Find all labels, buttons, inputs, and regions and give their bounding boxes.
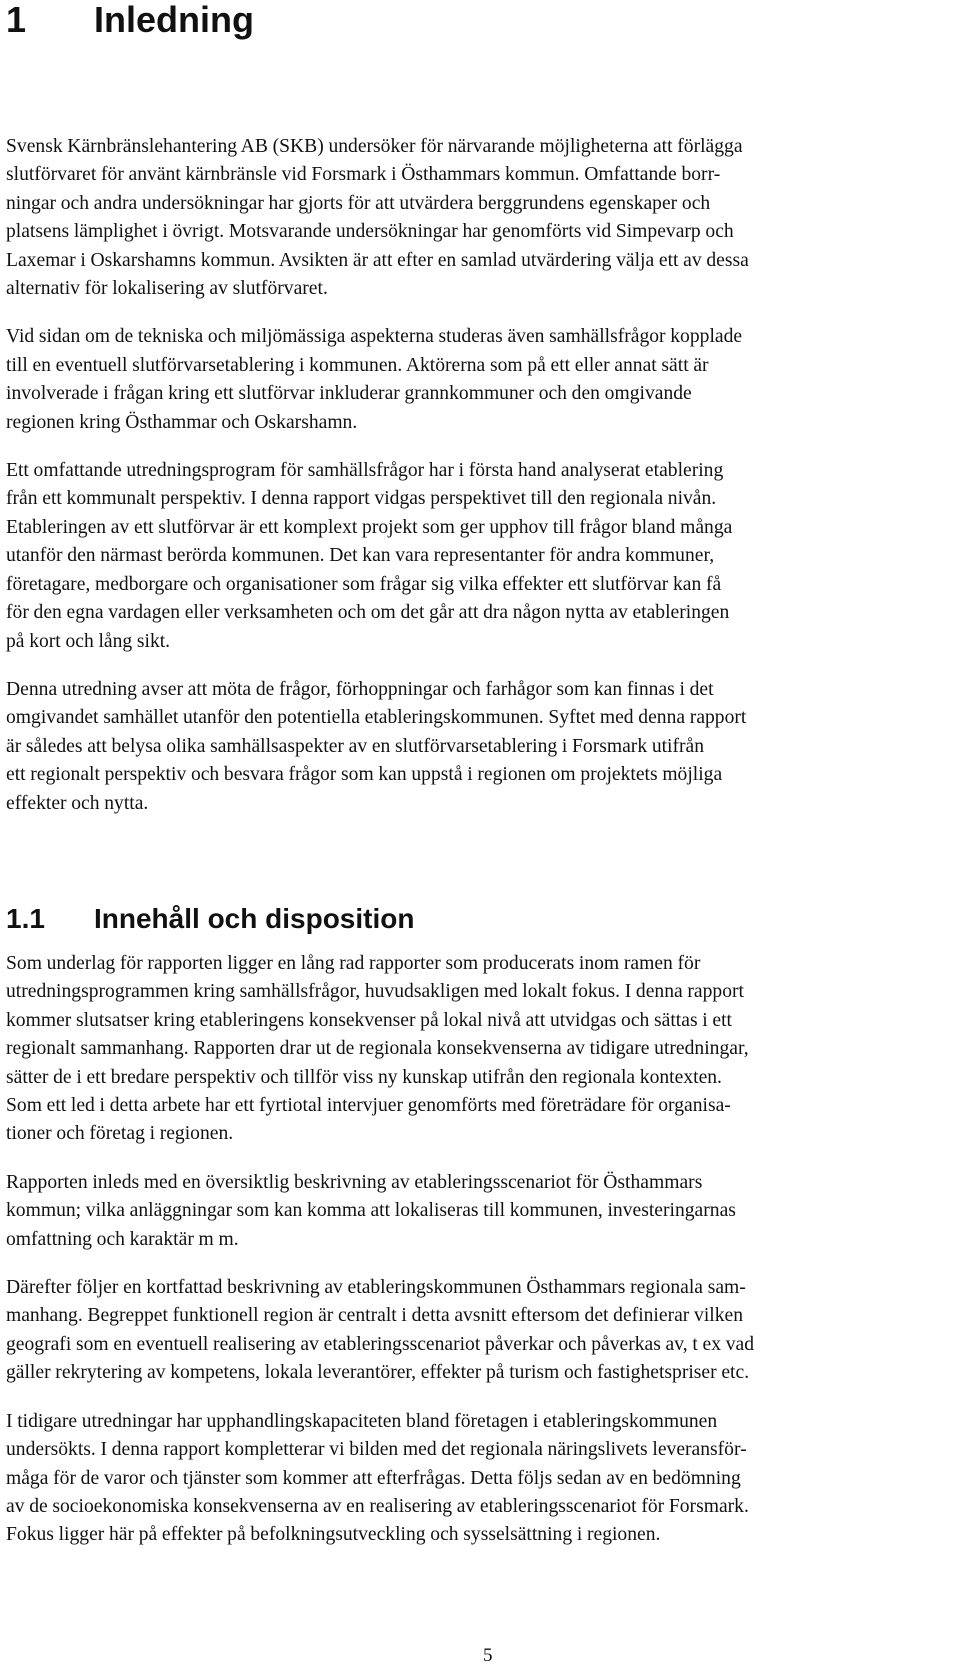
paragraph [6,133,954,303]
text-line: utanför den närmast berörda kommunen. Det kan vara representanter för andra kommuner, [6,545,715,567]
text-line: Som underlag för rapporten ligger en lång rad rapporter som producerats inom ramen för [6,953,701,974]
paragraph [6,457,954,656]
text-line: undersökts. I denna rapport kompletterar vi bilden med det regionala näringslivets leveransför- [6,1439,747,1461]
chapter-number: 1 [6,0,27,40]
text-line: involverade i frågan kring ett slutförvar inkluderar grannkommuner och den omgivande [6,383,692,405]
text-line: är således att belysa olika samhällsaspekter av en slutförvarsetablering i Forsmark utifrån [6,735,705,757]
text-line: regionalt sammanhang. Rapporten drar ut de regionala konsekvenserna av tidigare utredningar, [6,1038,749,1060]
paragraph [6,1169,954,1254]
paragraph [6,1274,954,1388]
text-line: I tidigare utredningar har upphandlingskapaciteten bland företagen i etableringskommunen [6,1410,718,1432]
text-line: för den egna vardagen eller verksamheten och om det går att dra någon nytta av etableringen [6,602,730,624]
text-line: Denna utredning avser att möta de frågor, förhoppningar och farhågor som kan finnas i det [6,678,714,700]
document-page [6,0,954,1676]
section-body [6,950,954,1570]
text-line: ningar och andra undersökningar har gjorts för att utvärdera berggrundens egenskaper och [6,192,711,214]
section-title: Innehåll och disposition [94,903,415,934]
text-line: på kort och lång sikt. [6,630,171,652]
text-line: Svensk Kärnbränslehantering AB (SKB) undersöker för närvarande möjligheterna att förlägga [6,136,743,157]
chapter-title: Inledning [94,0,254,40]
text-line: alternativ för lokalisering av slutförvaret. [6,278,328,300]
section-number: 1.1 [6,903,45,934]
chapter-heading [6,0,254,40]
paragraph [6,676,954,818]
text-line: måga för de varor och tjänster som kommer att efterfrågas. Detta följs sedan av en bedömning [6,1467,741,1489]
text-line: omgivandet samhället utanför den potentiella etableringskommunen. Syftet med denna rapport [6,707,747,729]
text-line: Ett omfattande utredningsprogram för samhällsfrågor har i första hand analyserat etablering [6,460,724,482]
text-line: Laxemar i Oskarshamns kommun. Avsikten är att efter en samlad utvärdering välja ett av dessa [6,249,749,271]
text-line: effekter och nytta. [6,792,149,814]
text-line: av de socioekonomiska konsekvenserna av en realisering av etableringsscenariot för Forsmark. [6,1495,749,1517]
paragraph [6,1408,954,1550]
text-line: Därefter följer en kortfattad beskrivning av etableringskommunen Östhammars regionala sam- [6,1277,746,1299]
text-line: Fokus ligger här på effekter på befolkningsutveckling och sysselsättning i regionen. [6,1524,661,1546]
paragraph [6,950,954,1149]
text-line: slutförvaret för använt kärnbränsle vid Forsmark i Östhammars kommun. Omfattande borr- [6,164,721,186]
text-line: Rapporten inleds med en översiktlig beskrivning av etableringsscenariot för Östhammars [6,1171,703,1193]
paragraph [6,323,954,437]
section-heading [6,902,414,936]
text-line: från ett kommunalt perspektiv. I denna rapport vidgas perspektivet till den regionala nivån. [6,488,717,510]
text-line: kommun; vilka anläggningar som kan komma att lokaliseras till kommunen, investeringarnas [6,1200,736,1222]
text-line: gäller rekrytering av kompetens, lokala leverantörer, effekter på turism och fastighetspriser etc. [6,1362,750,1384]
text-line: omfattning och karaktär m m. [6,1228,239,1250]
text-line: kommer slutsatser kring etableringens konsekvenser på lokal nivå att utvidgas och sättas i ett [6,1009,732,1031]
text-line: Vid sidan om de tekniska och miljömässiga aspekterna studeras även samhällsfrågor kopplade [6,326,743,348]
text-line: Etableringen av ett slutförvar är ett komplext projekt som ger upphov till frågor bland många [6,516,733,538]
text-line: sätter de i ett bredare perspektiv och tillför viss ny kunskap utifrån den regionala kontexten. [6,1066,722,1088]
text-line: till en eventuell slutförvarsetablering i kommunen. Aktörerna som på ett eller annat sätt är [6,354,709,376]
text-line: platsens lämplighet i övrigt. Motsvarande undersökningar har genomförts vid Simpevarp och [6,221,734,243]
text-line: regionen kring Östhammar och Oskarshamn. [6,411,358,433]
text-line: utredningsprogrammen kring samhällsfrågor, huvudsakligen med lokalt fokus. I denna rapport [6,981,744,1003]
chapter-body [6,133,954,838]
text-line: företagare, medborgare och organisationer som frågar sig vilka effekter ett slutförvar kan få [6,573,722,595]
text-line: geografi som en eventuell realisering av etableringsscenariot påverkar och påverkas av, t ex vad [6,1333,754,1355]
text-line: tioner och företag i regionen. [6,1123,234,1145]
text-line: ett regionalt perspektiv och besvara frågor som kan uppstå i regionen om projektets möjliga [6,764,723,786]
page-number: 5 [483,1645,493,1666]
text-line: Som ett led i detta arbete har ett fyrtiotal intervjuer genomförts med företrädare för organisa- [6,1095,731,1117]
text-line: manhang. Begreppet funktionell region är centralt i detta avsnitt eftersom det definierar vilken [6,1305,743,1327]
